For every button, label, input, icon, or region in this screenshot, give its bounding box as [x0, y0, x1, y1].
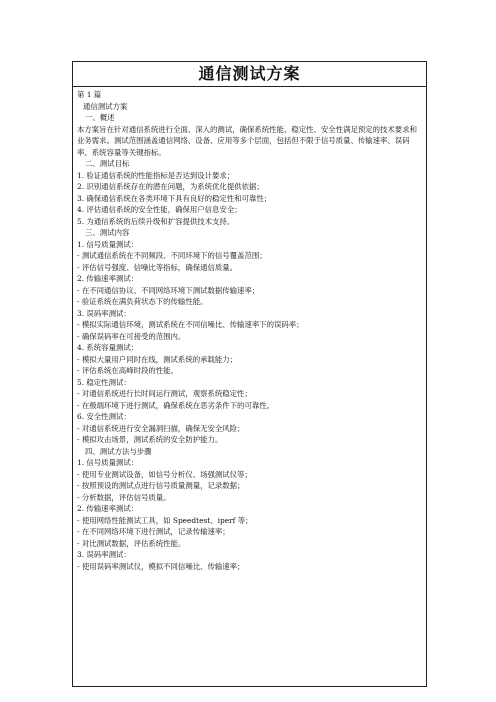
method-item: - 按照预设的测试点进行信号质量测量，记录数据； — [77, 481, 245, 490]
content-item: - 模拟大量用户同时在线，测试系统的承载能力； — [77, 354, 238, 364]
method-item: - 分析数据，评估信号质量。 — [77, 492, 171, 502]
content-item: - 对通信系统进行安全漏洞扫描，确保无安全风险； — [77, 423, 245, 433]
document-body — [73, 87, 426, 572]
content-item: - 验证系统在满负荷状态下的传输性能。 — [77, 297, 208, 306]
content-item: - 在极端环境下进行测试，确保系统在恶劣条件下的可靠性。 — [77, 400, 275, 410]
method-item: - 使用误码率测试仪，模拟不同信噪比、传输速率； — [77, 561, 245, 571]
section-heading-methods: 四、测试方法与步骤 — [85, 446, 152, 456]
document-title: 通信测试方案 — [73, 62, 426, 87]
goal-item: 3. 确保通信系统在各类环境下具有良好的稳定性和可靠性； — [77, 193, 272, 203]
section-heading-goals: 二、测试目标 — [85, 159, 130, 168]
subtitle: 通信测试方案 — [83, 101, 128, 111]
method-item: - 使用专业测试设备，如信号分析仪、场强测试仪等； — [77, 469, 252, 479]
content-heading: 4. 系统容量测试： — [77, 343, 139, 352]
part-label: 第 1 篇 — [77, 90, 102, 99]
content-heading: 3. 误码率测试： — [77, 308, 131, 318]
method-heading: 2. 传输速率测试： — [77, 504, 139, 513]
goal-item: 1. 验证通信系统的性能指标是否达到设计要求； — [77, 170, 235, 180]
content-item: - 确保误码率在可接受的范围内。 — [77, 331, 186, 341]
content-heading: 5. 稳定性测试： — [77, 377, 131, 387]
section-heading-overview: 一、概述 — [85, 113, 115, 122]
content-heading: 1. 信号质量测试： — [77, 239, 139, 249]
method-item: - 使用网络性能测试工具，如 Speedtest、iperf 等； — [77, 515, 253, 525]
method-item: - 对比测试数据，评估系统性能。 — [77, 538, 186, 548]
content-item: - 对通信系统进行长时间运行测试，观察系统稳定性； — [77, 389, 252, 398]
section-heading-content: 三、测试内容 — [85, 228, 130, 237]
method-heading: 1. 信号质量测试： — [77, 458, 139, 467]
content-item: - 评估系统在高峰时段的性能。 — [77, 366, 178, 375]
overview-paragraph: 本方案旨在针对通信系统进行全面、深入的测试，确保系统性能、稳定性、安全性满足预定的技术要求和业务需求。测试范围涵盖通信网络、设备、应用等多个层面，包括但不限于信号质量、传输速率、误码率、系统容量等关键指标。 — [77, 124, 417, 157]
method-heading: 3. 误码率测试： — [77, 550, 131, 559]
content-heading: 2. 传输速率测试： — [77, 274, 139, 283]
content-item: - 在不同通信协议、不同网络环境下测试数据传输速率； — [77, 285, 260, 295]
goal-item: 5. 为通信系统的后续升级和扩容提供技术支持。 — [77, 216, 235, 226]
content-item: - 测试通信系统在不同频段、不同环境下的信号覆盖范围； — [77, 251, 267, 260]
document-frame — [72, 61, 427, 687]
content-item: - 模拟攻击场景，测试系统的安全防护能力。 — [77, 435, 223, 444]
content-item: - 模拟实际通信环境，测试系统在不同信噪比、传输速率下的误码率； — [77, 320, 304, 329]
content-item: - 评估信号强度、信噪比等指标，确保通信质量。 — [77, 262, 238, 272]
method-item: - 在不同网络环境下进行测试，记录传输速率； — [77, 527, 230, 536]
goal-item: 2. 识别通信系统存在的潜在问题，为系统优化提供依据； — [77, 182, 264, 191]
content-heading: 6. 安全性测试： — [77, 412, 131, 421]
goal-item: 4. 评估通信系统的安全性能，确保用户信息安全； — [77, 205, 242, 214]
